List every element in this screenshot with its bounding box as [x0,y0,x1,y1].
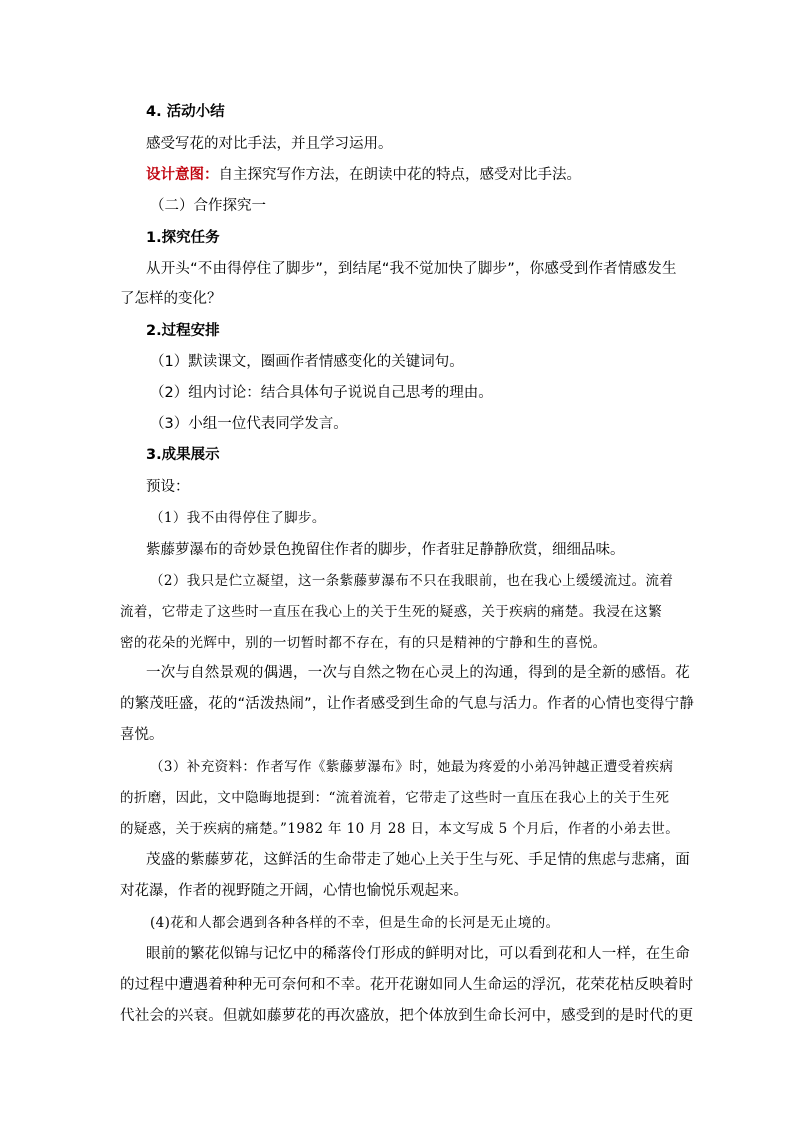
design-intent-text: 自主探究写作方法，在朗读中花的特点，感受对比手法。 [218,167,581,183]
task-line-1: 从开头“不由得停住了脚步”，到结尾“我不觉加快了脚步”，你感受到作者情感发生 [146,261,677,277]
answer-4-line-3: 代社会的兴衰。但就如藤萝花的再次盛放，把个体放到生命长河中，感受到的是时代的更 [120,1008,694,1024]
quote-2-line-1: （2）我只是伫立凝望，这一条紫藤萝瀑布不只在我眼前，也在我心上缓缓流过。流着 [150,573,674,589]
answer-4-line-2: 的过程中遭遇着种种无可奈何和不幸。花开花谢如同人生命运的浮沉，花荣花枯反映着时 [120,977,694,993]
answer-2-line-3: 喜悦。 [120,727,164,743]
quote-3-line-2: 的折磨，因此，文中隐晦地提到：“流着流着，它带走了这些时一直压在我心上的关于生死 [120,790,670,806]
quote-4: (4)花和人都会遇到各种各样的不幸，但是生命的长河是无止境的。 [150,915,560,931]
answer-4-line-1: 眼前的繁花似锦与记忆中的稀落伶仃形成的鲜明对比，可以看到花和人一样，在生命 [146,946,690,962]
answer-3-line-2: 对花瀑，作者的视野随之开阔，心情也愉悦乐观起来。 [120,883,468,899]
process-step-1: （1）默读课文，圈画作者情感变化的关键词句。 [150,354,464,370]
answer-2-line-1: 一次与自然景观的偶遇，一次与自然之物在心灵上的沟通，得到的是全新的感悟。花 [146,665,690,681]
summary-text: 感受写花的对比手法，并且学习运用。 [146,136,393,152]
design-intent [146,165,581,185]
process-step-2: （2）组内讨论：结合具体句子说说自己思考的理由。 [150,385,493,401]
summary-heading: 4. 活动小结 [146,104,225,120]
answer-2-line-2: 的繁茂旺盛，花的“活泼热闹”，让作者感受到生命的气息与活力。作者的心情也变得宁静 [120,696,695,712]
section-title: （二）合作探究一 [150,198,266,214]
quote-2-line-2: 流着，它带走了这些时一直压在我心上的关于生死的疑惑，关于疾病的痛楚。我浸在这繁 [120,604,663,620]
quote-1: （1）我不由得停住了脚步。 [150,510,326,526]
process-heading: 2.过程安排 [146,323,220,339]
quote-2-line-3: 密的花朵的光辉中，别的一切暂时都不存在，有的只是精神的宁静和生的喜悦。 [120,635,607,651]
task-heading: 1.探究任务 [146,230,220,246]
answer-1: 紫藤萝瀑布的奇妙景色挽留住作者的脚步，作者驻足静静欣赏，细细品味。 [146,542,625,558]
process-step-3: （3）小组一位代表同学发言。 [150,416,348,432]
quote-3-line-1: （3）补充资料：作者写作《紫藤萝瀑布》时，她最为疼爱的小弟冯钟越正遭受着疾病 [150,759,674,775]
results-preset: 预设： [146,479,190,495]
quote-3-line-3: 的疑惑，关于疾病的痛楚。”1982 年 10 月 28 日，本文写成 5 个月后，作者的小弟去世。 [120,821,680,837]
task-line-2: 了怎样的变化？ [120,291,222,307]
design-intent-label: 设计意图： [146,167,219,183]
results-heading: 3.成果展示 [146,447,220,463]
answer-3-line-1: 茂盛的紫藤萝花，这鲜活的生命带走了她心上关于生与死、手足情的焦虑与悲痛，面 [146,852,690,868]
